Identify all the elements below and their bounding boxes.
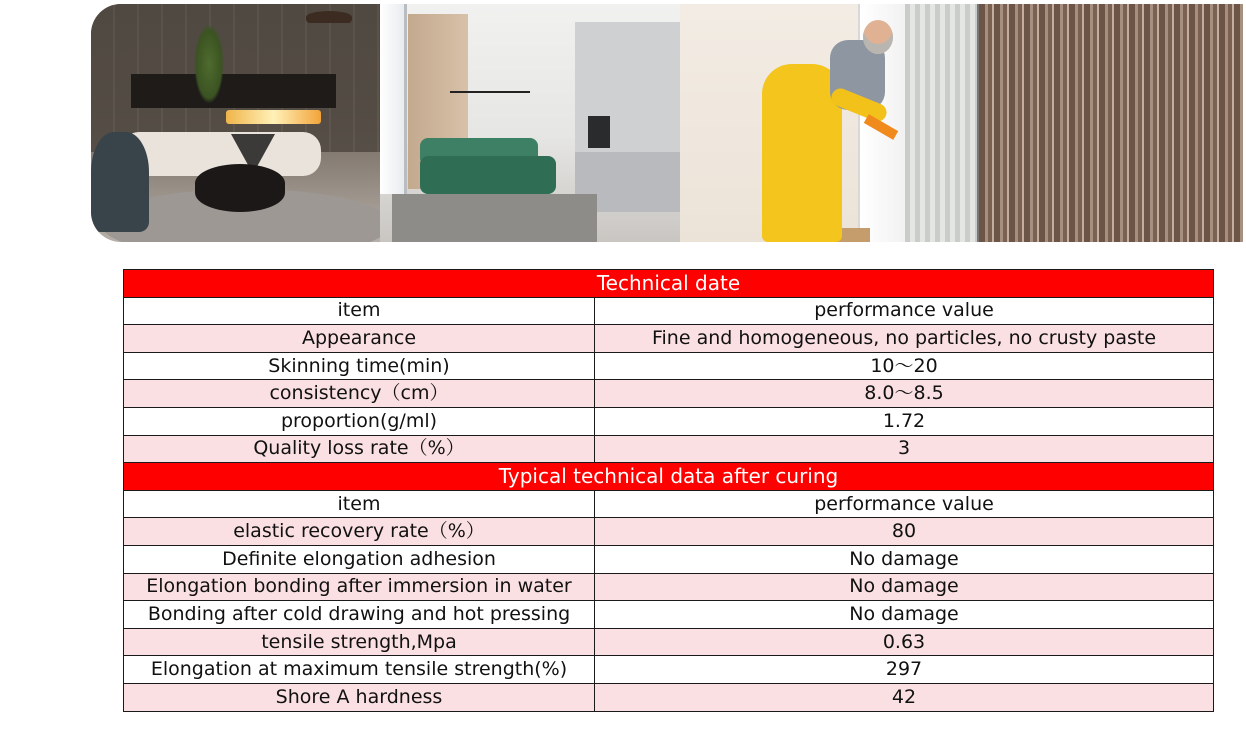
row-item: Quality loss rate（%） [124, 435, 595, 463]
column-header-value: performance value [595, 490, 1214, 518]
row-item: Bonding after cold drawing and hot pressing [124, 601, 595, 629]
table-row [124, 601, 1214, 629]
photo-banner [91, 4, 1243, 242]
photo-living-room-dark [91, 4, 380, 242]
row-item: elastic recovery rate（%） [124, 518, 595, 546]
row-item: Definite elongation adhesion [124, 545, 595, 573]
section-header-technical-date [124, 270, 1214, 298]
section-title: Technical date [124, 270, 1214, 298]
section-header-after-curing [124, 463, 1214, 491]
table-row [124, 628, 1214, 656]
table-row [124, 545, 1214, 573]
technical-data-table [123, 269, 1214, 712]
row-item: Elongation at maximum tensile strength(%) [124, 656, 595, 684]
table-row [124, 683, 1214, 711]
row-value: 1.72 [595, 407, 1214, 435]
row-value: 8.0～8.5 [595, 380, 1214, 408]
row-value: No damage [595, 573, 1214, 601]
column-header-value: performance value [595, 297, 1214, 325]
row-value: Fine and homogeneous, no particles, no crusty paste [595, 325, 1214, 353]
row-item: Appearance [124, 325, 595, 353]
row-value: 80 [595, 518, 1214, 546]
photo-window-wood-slats [905, 4, 1243, 242]
photo-worker-applying-sealant [680, 4, 905, 242]
table-row [124, 352, 1214, 380]
row-value: 42 [595, 683, 1214, 711]
table-row [124, 573, 1214, 601]
row-item: tensile strength,Mpa [124, 628, 595, 656]
column-header-item: item [124, 490, 595, 518]
column-header-item: item [124, 297, 595, 325]
table-row [124, 407, 1214, 435]
row-value: 0.63 [595, 628, 1214, 656]
table-row [124, 435, 1214, 463]
column-header-row [124, 490, 1214, 518]
row-item: Skinning time(min) [124, 352, 595, 380]
row-value: 10～20 [595, 352, 1214, 380]
table-row [124, 380, 1214, 408]
row-item: consistency（cm） [124, 380, 595, 408]
column-header-row [124, 297, 1214, 325]
photo-living-room-green-sofa [380, 4, 680, 242]
row-item: proportion(g/ml) [124, 407, 595, 435]
section-title: Typical technical data after curing [124, 463, 1214, 491]
row-value: 3 [595, 435, 1214, 463]
row-value: No damage [595, 545, 1214, 573]
row-item: Shore A hardness [124, 683, 595, 711]
table-row [124, 656, 1214, 684]
table-row [124, 518, 1214, 546]
table-row [124, 325, 1214, 353]
row-value: No damage [595, 601, 1214, 629]
row-value: 297 [595, 656, 1214, 684]
row-item: Elongation bonding after immersion in water [124, 573, 595, 601]
